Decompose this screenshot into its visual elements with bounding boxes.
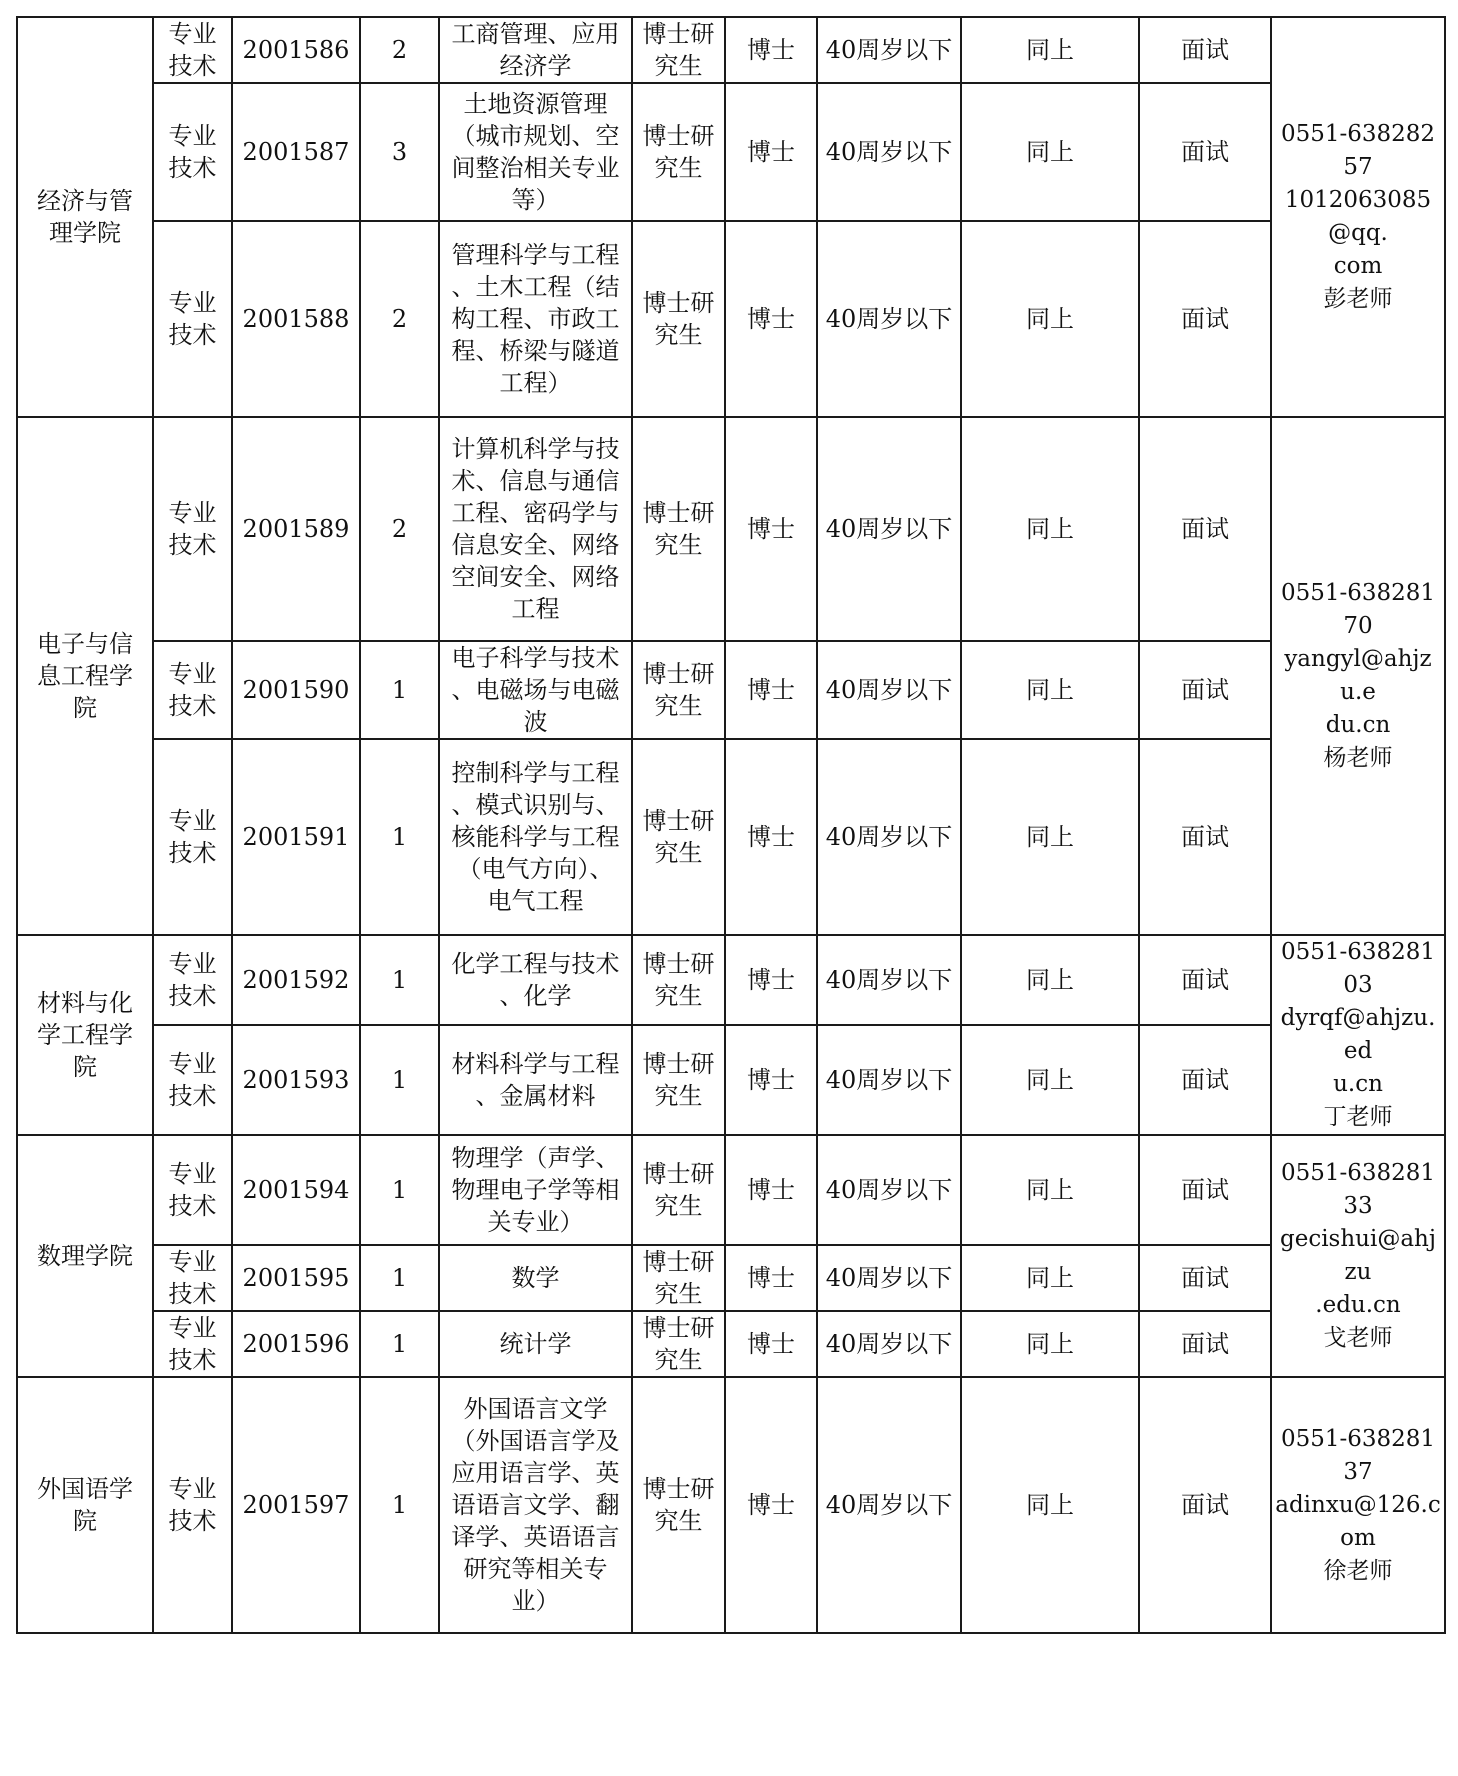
position-type: 专业 — [168, 499, 217, 527]
age-cell: 40周岁以下 — [817, 1245, 961, 1311]
position-type: 专业 — [168, 1050, 217, 1079]
major-requirement: （电气方向）、 — [457, 855, 614, 883]
age-cell: 40周岁以下 — [817, 641, 961, 739]
table-row — [17, 1025, 1445, 1135]
table-row — [17, 641, 1445, 739]
contact-info: yangyl@ahjzu.e — [1284, 646, 1432, 705]
position-type-cell — [153, 1311, 232, 1377]
degree-cell: 博士 — [725, 1135, 817, 1245]
age-cell: 40周岁以下 — [817, 221, 961, 417]
major-requirement: 管理科学与工程 — [451, 241, 620, 269]
major-requirement: 间整治相关专业 — [451, 154, 620, 182]
table-row — [17, 1135, 1445, 1245]
exam-method-cell: 面试 — [1139, 417, 1271, 641]
major-requirement: 工程、密码学与 — [451, 499, 620, 527]
position-type-cell — [153, 221, 232, 417]
education-requirement: 究生 — [654, 1280, 703, 1308]
age-cell: 40周岁以下 — [817, 935, 961, 1025]
exam-method-cell: 面试 — [1139, 1377, 1271, 1633]
college-cell — [17, 935, 153, 1135]
major-cell — [439, 1245, 632, 1311]
major-requirement: 关专业） — [487, 1208, 584, 1236]
contact-info: gecishui@ahjzu — [1279, 1226, 1436, 1285]
degree-cell: 博士 — [725, 935, 817, 1025]
position-type: 专业 — [168, 807, 217, 835]
contact-info: dyrqf@ahjzu.ed — [1280, 1005, 1436, 1064]
education-requirement: 博士研 — [642, 122, 715, 150]
position-type-cell — [153, 83, 232, 221]
position-type-cell — [153, 17, 232, 83]
college-name: 外国语学 — [37, 1475, 133, 1503]
college-cell — [17, 17, 153, 417]
education-requirement: 究生 — [654, 1507, 703, 1535]
degree-cell: 博士 — [725, 221, 817, 417]
education-cell — [632, 417, 725, 641]
position-type: 专业 — [168, 1160, 217, 1188]
education-requirement: 究生 — [654, 1192, 703, 1220]
college-cell — [17, 1377, 153, 1633]
position-code-cell: 2001594 — [232, 1135, 360, 1245]
exam-method-cell: 面试 — [1139, 221, 1271, 417]
contact-info: 0551-63828257 — [1280, 121, 1436, 180]
education-requirement: 博士研 — [642, 1050, 715, 1079]
headcount-cell: 2 — [360, 221, 439, 417]
headcount-cell: 1 — [360, 1245, 439, 1311]
contact-info: com — [1333, 253, 1383, 279]
major-requirement: 构工程、市政工 — [451, 305, 620, 333]
position-type: 技术 — [168, 692, 217, 720]
major-requirement: （城市规划、空 — [451, 122, 620, 150]
position-code-cell: 2001593 — [232, 1025, 360, 1135]
position-type: 专业 — [168, 289, 217, 317]
position-code-cell: 2001597 — [232, 1377, 360, 1633]
table-row — [17, 221, 1445, 417]
contact-cell — [1271, 17, 1445, 417]
position-type: 技术 — [168, 1192, 217, 1220]
headcount-cell: 1 — [360, 641, 439, 739]
education-requirement: 博士研 — [642, 1248, 715, 1276]
major-cell — [439, 1377, 632, 1633]
exam-method-cell: 面试 — [1139, 83, 1271, 221]
degree-cell: 博士 — [725, 17, 817, 83]
position-type: 技术 — [168, 531, 217, 559]
other-requirement-cell: 同上 — [961, 17, 1139, 83]
headcount-cell: 2 — [360, 17, 439, 83]
other-requirement-cell: 同上 — [961, 1135, 1139, 1245]
major-requirement: 统计学 — [499, 1330, 572, 1358]
headcount-cell: 1 — [360, 1025, 439, 1135]
age-cell: 40周岁以下 — [817, 417, 961, 641]
position-type-cell — [153, 1377, 232, 1633]
other-requirement-cell: 同上 — [961, 1025, 1139, 1135]
table-row — [17, 1377, 1445, 1633]
position-type: 专业 — [168, 122, 217, 150]
contact-info: du.cn — [1325, 712, 1391, 738]
education-requirement: 究生 — [654, 321, 703, 349]
position-type: 技术 — [168, 154, 217, 182]
degree-cell: 博士 — [725, 1377, 817, 1633]
major-cell — [439, 1135, 632, 1245]
table-row — [17, 17, 1445, 83]
education-requirement: 究生 — [654, 692, 703, 720]
position-type-cell — [153, 1025, 232, 1135]
contact-info: 0551-63828170 — [1280, 580, 1436, 639]
major-requirement: 物理电子学等相 — [451, 1176, 620, 1204]
position-code-cell: 2001592 — [232, 935, 360, 1025]
position-code-cell: 2001587 — [232, 83, 360, 221]
major-requirement: 、化学 — [499, 982, 572, 1011]
age-cell: 40周岁以下 — [817, 1377, 961, 1633]
degree-cell: 博士 — [725, 1245, 817, 1311]
contact-cell — [1271, 935, 1445, 1135]
education-requirement: 究生 — [654, 1082, 703, 1111]
major-cell — [439, 1025, 632, 1135]
major-requirement: 核能科学与工程 — [451, 823, 620, 851]
age-cell: 40周岁以下 — [817, 1025, 961, 1135]
position-type-cell — [153, 417, 232, 641]
degree-cell: 博士 — [725, 739, 817, 935]
contact-info: u.cn — [1333, 1071, 1383, 1097]
exam-method-cell: 面试 — [1139, 1135, 1271, 1245]
other-requirement-cell: 同上 — [961, 1377, 1139, 1633]
position-code-cell: 2001588 — [232, 221, 360, 417]
college-name: 院 — [73, 1053, 97, 1081]
degree-cell: 博士 — [725, 83, 817, 221]
headcount-cell: 2 — [360, 417, 439, 641]
education-requirement: 博士研 — [642, 20, 715, 48]
position-type: 技术 — [168, 52, 217, 80]
position-type: 技术 — [168, 321, 217, 349]
position-code-cell: 2001595 — [232, 1245, 360, 1311]
college-name: 材料与化 — [37, 989, 133, 1017]
major-requirement: 工程 — [511, 595, 560, 623]
college-name: 经济与管 — [37, 187, 133, 215]
major-requirement: 外国语言文学 — [463, 1395, 608, 1423]
education-requirement: 究生 — [654, 154, 703, 182]
position-type-cell — [153, 935, 232, 1025]
other-requirement-cell: 同上 — [961, 935, 1139, 1025]
position-type: 技术 — [168, 1082, 217, 1111]
major-requirement: 物理学（声学、 — [451, 1144, 620, 1172]
degree-cell: 博士 — [725, 417, 817, 641]
table-row — [17, 417, 1445, 641]
contact-info: 徐老师 — [1323, 1557, 1393, 1584]
other-requirement-cell: 同上 — [961, 641, 1139, 739]
contact-info: 0551-63828137 — [1280, 1425, 1436, 1485]
major-requirement: 材料科学与工程 — [451, 1050, 620, 1079]
headcount-cell: 3 — [360, 83, 439, 221]
contact-info: 丁老师 — [1323, 1104, 1393, 1130]
major-requirement: 工程） — [499, 369, 572, 397]
position-type: 技术 — [168, 982, 217, 1011]
major-requirement: 经济学 — [499, 52, 572, 80]
major-requirement: 、模式识别与、 — [451, 791, 620, 819]
age-cell: 40周岁以下 — [817, 83, 961, 221]
age-cell: 40周岁以下 — [817, 1135, 961, 1245]
headcount-cell: 1 — [360, 1135, 439, 1245]
age-cell: 40周岁以下 — [817, 17, 961, 83]
position-type: 技术 — [168, 1346, 217, 1374]
degree-cell: 博士 — [725, 641, 817, 739]
education-requirement: 究生 — [654, 839, 703, 867]
position-type-cell — [153, 1245, 232, 1311]
college-name: 院 — [73, 694, 97, 722]
contact-info: 1012063085@qq. — [1284, 187, 1432, 246]
position-type: 专业 — [168, 1248, 217, 1276]
major-requirement: 业） — [511, 1587, 560, 1615]
age-cell: 40周岁以下 — [817, 739, 961, 935]
position-type: 专业 — [168, 950, 217, 979]
college-cell — [17, 417, 153, 935]
education-requirement: 博士研 — [642, 289, 715, 317]
major-requirement: 土地资源管理 — [463, 90, 608, 118]
major-requirement: 术、信息与通信 — [451, 467, 620, 495]
position-type-cell — [153, 1135, 232, 1245]
major-requirement: 信息安全、网络 — [451, 531, 620, 559]
major-cell — [439, 1311, 632, 1377]
major-requirement: 语语言文学、翻 — [451, 1491, 620, 1519]
table-row — [17, 1311, 1445, 1377]
exam-method-cell: 面试 — [1139, 739, 1271, 935]
position-type-cell — [153, 641, 232, 739]
education-requirement: 博士研 — [642, 950, 715, 979]
education-cell — [632, 739, 725, 935]
college-name: 院 — [73, 1507, 97, 1535]
headcount-cell: 1 — [360, 1377, 439, 1633]
major-requirement: （外国语言学及 — [451, 1427, 620, 1455]
position-type: 专业 — [168, 660, 217, 688]
position-code-cell: 2001589 — [232, 417, 360, 641]
other-requirement-cell: 同上 — [961, 417, 1139, 641]
contact-info: 戈老师 — [1323, 1325, 1393, 1351]
exam-method-cell: 面试 — [1139, 935, 1271, 1025]
position-type: 专业 — [168, 1314, 217, 1342]
education-requirement: 博士研 — [642, 807, 715, 835]
major-requirement: 等） — [511, 186, 560, 214]
major-requirement: 波 — [523, 708, 548, 736]
major-cell — [439, 935, 632, 1025]
position-code-cell: 2001590 — [232, 641, 360, 739]
major-requirement: 程、桥梁与隧道 — [451, 337, 620, 365]
education-cell — [632, 221, 725, 417]
education-cell — [632, 935, 725, 1025]
education-cell — [632, 1135, 725, 1245]
headcount-cell: 1 — [360, 1311, 439, 1377]
degree-cell: 博士 — [725, 1311, 817, 1377]
position-type-cell — [153, 739, 232, 935]
major-requirement: 译学、英语语言 — [451, 1523, 620, 1551]
college-name: 学工程学 — [37, 1021, 133, 1049]
contact-cell — [1271, 417, 1445, 935]
exam-method-cell: 面试 — [1139, 641, 1271, 739]
education-requirement: 博士研 — [642, 1475, 715, 1503]
education-requirement: 博士研 — [642, 1314, 715, 1342]
table-row — [17, 739, 1445, 935]
position-type: 专业 — [168, 20, 217, 48]
position-type: 专业 — [168, 1475, 217, 1503]
degree-cell: 博士 — [725, 1025, 817, 1135]
education-requirement: 究生 — [654, 531, 703, 559]
major-requirement: 化学工程与技术 — [451, 950, 620, 979]
position-code-cell: 2001591 — [232, 739, 360, 935]
college-name: 息工程学 — [37, 662, 133, 690]
education-cell — [632, 1245, 725, 1311]
major-requirement: 空间安全、网络 — [451, 563, 620, 591]
major-requirement: 工商管理、应用 — [451, 20, 620, 48]
other-requirement-cell: 同上 — [961, 739, 1139, 935]
other-requirement-cell: 同上 — [961, 1311, 1139, 1377]
major-requirement: 应用语言学、英 — [451, 1459, 620, 1487]
contact-info: 彭老师 — [1323, 286, 1393, 312]
major-requirement: 计算机科学与技 — [451, 435, 620, 463]
education-requirement: 博士研 — [642, 499, 715, 527]
college-name: 数理学院 — [37, 1242, 133, 1270]
major-requirement: 数学 — [511, 1264, 560, 1292]
major-cell — [439, 417, 632, 641]
major-requirement: 电气工程 — [487, 887, 584, 915]
major-cell — [439, 83, 632, 221]
position-code-cell: 2001586 — [232, 17, 360, 83]
other-requirement-cell: 同上 — [961, 221, 1139, 417]
headcount-cell: 1 — [360, 935, 439, 1025]
table-row — [17, 83, 1445, 221]
contact-info: 0551-63828103 — [1280, 939, 1436, 998]
education-cell — [632, 83, 725, 221]
position-type: 技术 — [168, 1280, 217, 1308]
recruitment-table — [16, 16, 1446, 1634]
education-cell — [632, 1311, 725, 1377]
major-requirement: 、电磁场与电磁 — [451, 676, 620, 704]
college-name: 理学院 — [49, 219, 121, 247]
exam-method-cell: 面试 — [1139, 1245, 1271, 1311]
contact-cell — [1271, 1377, 1445, 1633]
major-requirement: 研究等相关专 — [463, 1555, 608, 1583]
education-requirement: 究生 — [654, 52, 703, 80]
exam-method-cell: 面试 — [1139, 1311, 1271, 1377]
contact-info: .edu.cn — [1315, 1292, 1401, 1318]
position-type: 技术 — [168, 839, 217, 867]
other-requirement-cell: 同上 — [961, 1245, 1139, 1311]
education-requirement: 博士研 — [642, 660, 715, 688]
major-cell — [439, 221, 632, 417]
contact-info: 杨老师 — [1323, 745, 1393, 771]
college-cell — [17, 1135, 153, 1377]
major-requirement: 电子科学与技术 — [451, 644, 620, 672]
education-cell — [632, 1377, 725, 1633]
contact-info: 0551-63828133 — [1280, 1160, 1436, 1219]
college-name: 电子与信 — [37, 630, 133, 658]
major-cell — [439, 739, 632, 935]
major-cell — [439, 17, 632, 83]
major-requirement: 、土木工程（结 — [451, 273, 620, 301]
position-type: 技术 — [168, 1507, 217, 1535]
position-code-cell: 2001596 — [232, 1311, 360, 1377]
exam-method-cell: 面试 — [1139, 17, 1271, 83]
contact-info: adinxu@126.com — [1275, 1491, 1441, 1551]
major-requirement: 、金属材料 — [475, 1082, 596, 1111]
education-cell — [632, 641, 725, 739]
exam-method-cell: 面试 — [1139, 1025, 1271, 1135]
table-row — [17, 935, 1445, 1025]
contact-cell — [1271, 1135, 1445, 1377]
major-requirement: 控制科学与工程 — [451, 759, 620, 787]
education-cell — [632, 17, 725, 83]
education-requirement: 究生 — [654, 1346, 703, 1374]
major-cell — [439, 641, 632, 739]
age-cell: 40周岁以下 — [817, 1311, 961, 1377]
table-body — [17, 17, 1445, 1633]
education-requirement: 究生 — [654, 982, 703, 1011]
other-requirement-cell: 同上 — [961, 83, 1139, 221]
headcount-cell: 1 — [360, 739, 439, 935]
education-cell — [632, 1025, 725, 1135]
table-row — [17, 1245, 1445, 1311]
education-requirement: 博士研 — [642, 1160, 715, 1188]
